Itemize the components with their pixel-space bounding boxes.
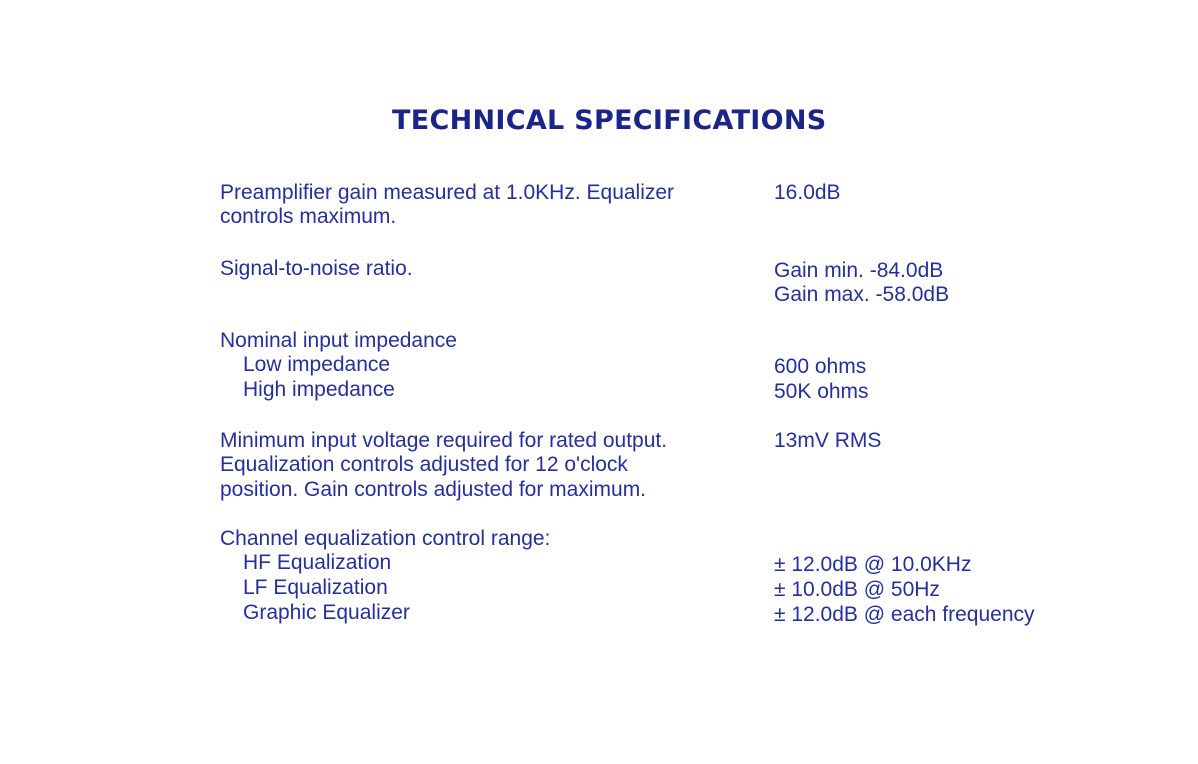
high-impedance-label: High impedance xyxy=(243,378,395,401)
preamplifier-gain-label-line-1: Preamplifier gain measured at 1.0KHz. Equalizer xyxy=(220,181,675,204)
preamplifier-gain-value: 16.0dB xyxy=(774,181,841,204)
graphic-equalizer-label: Graphic Equalizer xyxy=(243,601,410,624)
page-title: TECHNICAL SPECIFICATIONS xyxy=(392,105,827,136)
signal-to-noise-label: Signal-to-noise ratio. xyxy=(220,257,413,280)
low-impedance-label: Low impedance xyxy=(243,353,391,376)
minimum-input-voltage-value: 13mV RMS xyxy=(774,429,882,452)
hf-equalization-value: ± 12.0dB @ 10.0KHz xyxy=(774,553,972,576)
low-impedance-value: 600 ohms xyxy=(774,355,867,378)
lf-equalization-value: ± 10.0dB @ 50Hz xyxy=(774,578,940,601)
minimum-input-voltage-label-line-3: position. Gain controls adjusted for maximum. xyxy=(220,478,647,501)
equalization-range-heading: Channel equalization control range: xyxy=(220,527,551,550)
lf-equalization-label: LF Equalization xyxy=(243,576,388,599)
signal-to-noise-gain-min: Gain min. -84.0dB xyxy=(774,259,944,282)
high-impedance-value: 50K ohms xyxy=(774,380,869,403)
hf-equalization-label: HF Equalization xyxy=(243,551,392,574)
preamplifier-gain-label-line-2: controls maximum. xyxy=(220,205,397,228)
signal-to-noise-gain-max: Gain max. -58.0dB xyxy=(774,283,950,306)
minimum-input-voltage-label-line-1: Minimum input voltage required for rated output. xyxy=(220,429,668,452)
graphic-equalizer-value: ± 12.0dB @ each frequency xyxy=(774,603,1035,626)
input-impedance-heading: Nominal input impedance xyxy=(220,329,457,352)
minimum-input-voltage-label-line-2: Equalization controls adjusted for 12 o'clock xyxy=(220,453,628,476)
